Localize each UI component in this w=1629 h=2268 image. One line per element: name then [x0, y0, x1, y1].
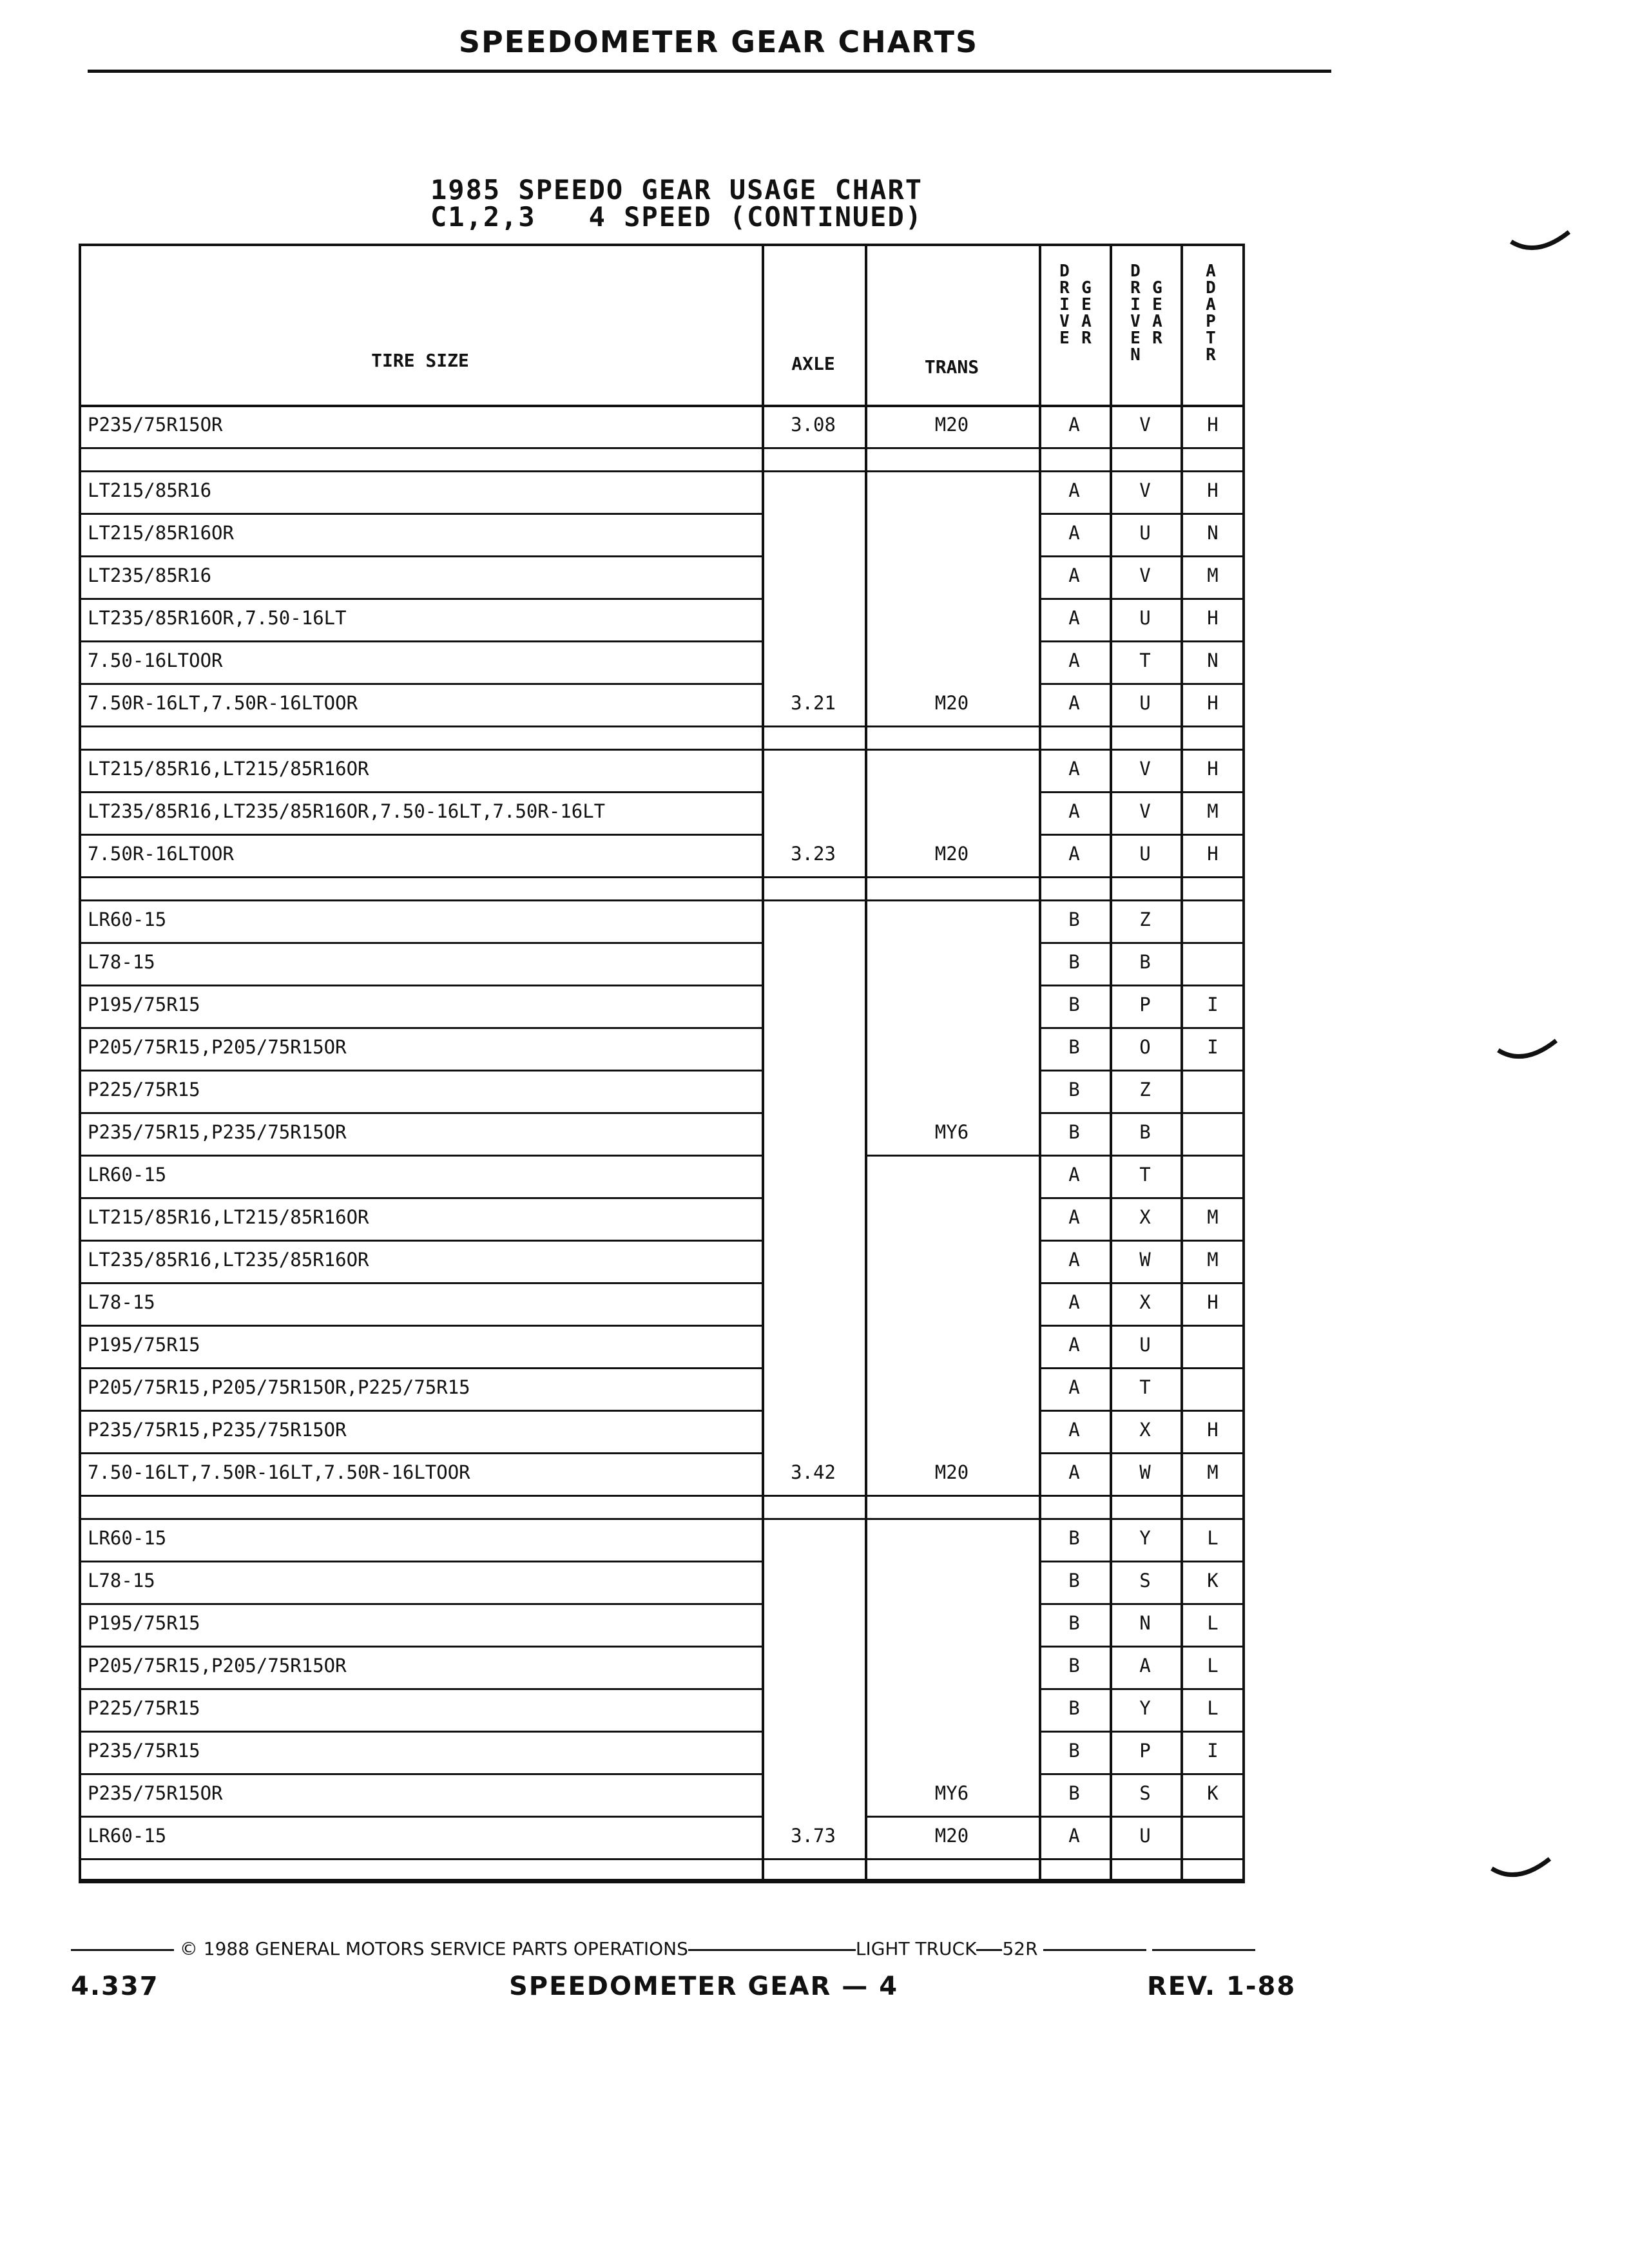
adapter-cell: H: [1207, 692, 1219, 714]
row-rule: [79, 1495, 762, 1497]
tire-size-cell: 7.50R-16LTOOR: [88, 843, 234, 865]
driven-gear-cell: S: [1139, 1570, 1151, 1591]
col-header-letters: A D A P T R: [1206, 262, 1216, 365]
drive-gear-cell: A: [1068, 607, 1080, 629]
row-rule: [1039, 598, 1245, 600]
axle-cell: 3.73: [791, 1825, 836, 1847]
group-rule: [79, 899, 1245, 901]
row-rule: [1039, 791, 1245, 793]
drive-gear-cell: A: [1068, 1376, 1080, 1398]
col-header-letters: D R I V E N: [1130, 262, 1141, 365]
binder-curl-mark: [1495, 1037, 1559, 1070]
row-rule: [1039, 1688, 1245, 1690]
adapter-cell: L: [1207, 1655, 1219, 1677]
adapter-cell: M: [1207, 564, 1219, 586]
driven-gear-cell: P: [1139, 994, 1151, 1015]
tire-size-cell: LR60-15: [88, 908, 167, 930]
drive-gear-cell: B: [1068, 1121, 1080, 1143]
drive-gear-cell: B: [1068, 1655, 1080, 1677]
adapter-cell: K: [1207, 1782, 1219, 1804]
adapter-cell: L: [1207, 1697, 1219, 1719]
column-rule: [1039, 244, 1041, 1881]
adapter-cell: H: [1207, 1291, 1219, 1313]
row-rule: [79, 942, 762, 944]
drive-gear-cell: A: [1068, 843, 1080, 865]
tire-size-cell: LT235/85R16,LT235/85R16OR,7.50-16LT,7.50R-16LT: [88, 800, 606, 822]
driven-gear-cell: V: [1139, 564, 1151, 586]
driven-gear-cell: N: [1139, 1612, 1151, 1634]
driven-gear-cell: T: [1139, 1376, 1151, 1398]
row-rule: [79, 1646, 762, 1648]
binder-curl-mark: [1508, 229, 1572, 261]
row-rule: [1039, 1603, 1245, 1605]
footer-code: 52R: [1002, 1938, 1038, 1959]
drive-gear-cell: B: [1068, 1079, 1080, 1100]
drive-gear-cell: B: [1068, 1740, 1080, 1762]
row-rule: [79, 1773, 762, 1775]
drive-gear-cell: A: [1068, 692, 1080, 714]
drive-gear-cell: A: [1068, 522, 1080, 544]
tire-size-cell: P235/75R15,P235/75R15OR: [88, 1121, 347, 1143]
drive-gear-cell: A: [1068, 1249, 1080, 1271]
row-rule: [865, 1816, 1039, 1818]
drive-gear-cell: B: [1068, 1527, 1080, 1549]
drive-gear-cell: B: [1068, 1570, 1080, 1591]
tire-size-cell: P235/75R15OR: [88, 1782, 223, 1804]
drive-gear-cell: B: [1068, 908, 1080, 930]
column-rule: [1181, 244, 1183, 1881]
tire-size-cell: P195/75R15: [88, 994, 200, 1015]
row-rule: [79, 1197, 762, 1199]
drive-gear-cell: A: [1068, 1206, 1080, 1228]
adapter-cell: M: [1207, 1461, 1219, 1483]
row-rule: [1039, 1561, 1245, 1562]
driven-gear-cell: U: [1139, 522, 1151, 544]
footer-rule: [688, 1949, 856, 1951]
row-rule: [1039, 555, 1245, 557]
adapter-cell: M: [1207, 1249, 1219, 1271]
row-rule: [79, 1731, 762, 1733]
footer-section: LIGHT TRUCK: [855, 1938, 977, 1959]
driven-gear-cell: U: [1139, 1334, 1151, 1356]
drive-gear-cell: B: [1068, 1782, 1080, 1804]
adapter-cell: M: [1207, 1206, 1219, 1228]
row-rule: [79, 640, 762, 642]
drive-gear-cell: B: [1068, 1036, 1080, 1058]
driven-gear-cell: V: [1139, 758, 1151, 780]
footer-revision: REV. 1-88: [1147, 1972, 1296, 2001]
trans-cell: M20: [934, 1461, 969, 1483]
tire-size-cell: P205/75R15,P205/75R15OR,P225/75R15: [88, 1376, 470, 1398]
adapter-cell: H: [1207, 758, 1219, 780]
driven-gear-cell: B: [1139, 951, 1151, 973]
row-rule: [79, 1367, 762, 1369]
row-rule: [79, 683, 762, 685]
drive-gear-cell: A: [1068, 1164, 1080, 1186]
group-rule: [762, 876, 1039, 878]
tire-size-cell: P235/75R15: [88, 1740, 200, 1762]
row-rule: [1039, 1155, 1245, 1157]
tire-size-cell: P195/75R15: [88, 1612, 200, 1634]
row-rule: [79, 598, 762, 600]
driven-gear-cell: Y: [1139, 1697, 1151, 1719]
driven-gear-cell: Z: [1139, 1079, 1151, 1100]
driven-gear-cell: V: [1139, 479, 1151, 501]
driven-gear-cell: O: [1139, 1036, 1151, 1058]
row-rule: [1039, 1282, 1245, 1284]
column-rule: [762, 244, 764, 1881]
adapter-cell: H: [1207, 414, 1219, 436]
row-rule: [79, 513, 762, 515]
col-header-trans: TRANS: [924, 356, 979, 378]
group-rule: [762, 726, 1039, 727]
footer-copyright-line: [71, 1938, 1321, 1959]
drive-gear-cell: B: [1068, 994, 1080, 1015]
adapter-cell: I: [1207, 1740, 1219, 1762]
tire-size-cell: P225/75R15: [88, 1697, 200, 1719]
adapter-cell: H: [1207, 1419, 1219, 1441]
row-rule: [79, 834, 762, 836]
row-rule: [79, 1325, 762, 1327]
axle-cell: 3.08: [791, 414, 836, 436]
driven-gear-cell: B: [1139, 1121, 1151, 1143]
row-rule: [1039, 1816, 1245, 1818]
binder-curl-mark: [1489, 1856, 1553, 1888]
adapter-cell: H: [1207, 843, 1219, 865]
row-rule: [79, 1240, 762, 1242]
chart-subtitle: C1,2,3 4 SPEED (CONTINUED): [430, 201, 923, 233]
drive-gear-cell: A: [1068, 649, 1080, 671]
drive-gear-cell: A: [1068, 1419, 1080, 1441]
driven-gear-cell: V: [1139, 800, 1151, 822]
table-border: [1242, 244, 1245, 1881]
tire-size-cell: P235/75R15,P235/75R15OR: [88, 1419, 347, 1441]
row-rule: [865, 1155, 1039, 1157]
adapter-cell: H: [1207, 607, 1219, 629]
driven-gear-cell: X: [1139, 1206, 1151, 1228]
footer-copyright: © 1988 GENERAL MOTORS SERVICE PARTS OPERATIONS: [179, 1938, 688, 1959]
row-rule: [79, 1858, 762, 1860]
header-rule: [88, 70, 1331, 73]
adapter-cell: L: [1207, 1612, 1219, 1634]
row-rule: [1039, 834, 1245, 836]
driven-gear-cell: S: [1139, 1782, 1151, 1804]
table-border: [79, 244, 81, 1881]
axle-cell: 3.42: [791, 1461, 836, 1483]
drive-gear-cell: A: [1068, 564, 1080, 586]
driven-gear-cell: U: [1139, 843, 1151, 865]
row-rule: [1039, 1070, 1245, 1072]
drive-gear-cell: A: [1068, 1825, 1080, 1847]
footer-page-number: 4.337: [71, 1972, 159, 2001]
tire-size-cell: LT235/85R16OR,7.50-16LT: [88, 607, 347, 629]
tire-size-cell: 7.50-16LT,7.50R-16LT,7.50R-16LTOOR: [88, 1461, 470, 1483]
chart-title: 1985 SPEEDO GEAR USAGE CHART: [430, 174, 923, 206]
row-rule: [79, 726, 762, 727]
row-rule: [1039, 942, 1245, 944]
row-rule: [1039, 1367, 1245, 1369]
drive-gear-cell: A: [1068, 800, 1080, 822]
drive-gear-cell: A: [1068, 479, 1080, 501]
trans-cell: M20: [934, 692, 969, 714]
driven-gear-cell: X: [1139, 1291, 1151, 1313]
row-rule: [1039, 447, 1245, 449]
driven-gear-cell: Y: [1139, 1527, 1151, 1549]
drive-gear-cell: A: [1068, 758, 1080, 780]
trans-cell: MY6: [934, 1782, 969, 1804]
row-rule: [1039, 1646, 1245, 1648]
group-rule: [79, 470, 1245, 472]
group-rule: [79, 1881, 1245, 1883]
driven-gear-cell: W: [1139, 1461, 1151, 1483]
footer-rule: [976, 1949, 1002, 1951]
axle-cell: 3.21: [791, 692, 836, 714]
col-header-axle: AXLE: [791, 353, 835, 374]
driven-gear-cell: W: [1139, 1249, 1151, 1271]
driven-gear-cell: T: [1139, 1164, 1151, 1186]
group-rule: [762, 447, 1039, 449]
row-rule: [1039, 1325, 1245, 1327]
driven-gear-cell: Z: [1139, 908, 1151, 930]
column-rule: [865, 244, 867, 1881]
driven-gear-cell: P: [1139, 1740, 1151, 1762]
row-rule: [1039, 1027, 1245, 1029]
trans-cell: M20: [934, 843, 969, 865]
axle-cell: 3.23: [791, 843, 836, 865]
row-rule: [79, 1155, 762, 1157]
row-rule: [79, 1410, 762, 1412]
tire-size-cell: P235/75R15OR: [88, 414, 223, 436]
drive-gear-cell: A: [1068, 1291, 1080, 1313]
adapter-cell: K: [1207, 1570, 1219, 1591]
footer-rule: [1152, 1949, 1255, 1951]
row-rule: [1039, 1197, 1245, 1199]
row-rule: [79, 1603, 762, 1605]
row-rule: [79, 1027, 762, 1029]
tire-size-cell: L78-15: [88, 951, 155, 973]
tire-size-cell: LT215/85R16,LT215/85R16OR: [88, 1206, 369, 1228]
group-rule: [762, 1858, 1039, 1860]
col-header-letters-sub: G E A R: [1152, 278, 1162, 348]
row-rule: [79, 555, 762, 557]
col-header-letters: D R I V E: [1059, 262, 1070, 348]
row-rule: [79, 985, 762, 986]
driven-gear-cell: X: [1139, 1419, 1151, 1441]
row-rule: [1039, 876, 1245, 878]
row-rule: [79, 1070, 762, 1072]
tire-size-cell: LT215/85R16: [88, 479, 212, 501]
adapter-cell: N: [1207, 649, 1219, 671]
tire-size-cell: LT215/85R16,LT215/85R16OR: [88, 758, 369, 780]
row-rule: [79, 1688, 762, 1690]
driven-gear-cell: A: [1139, 1655, 1151, 1677]
group-rule: [79, 749, 1245, 751]
row-rule: [79, 1561, 762, 1562]
row-rule: [79, 876, 762, 878]
tire-size-cell: L78-15: [88, 1570, 155, 1591]
adapter-cell: I: [1207, 994, 1219, 1015]
row-rule: [79, 1282, 762, 1284]
group-rule: [79, 1518, 1245, 1520]
tire-size-cell: P205/75R15,P205/75R15OR: [88, 1036, 347, 1058]
footer-page-title: SPEEDOMETER GEAR — 4: [509, 1972, 899, 2001]
row-rule: [79, 1452, 762, 1454]
row-rule: [1039, 985, 1245, 986]
tire-size-cell: LT215/85R16OR: [88, 522, 234, 544]
row-rule: [1039, 683, 1245, 685]
trans-cell: MY6: [934, 1121, 969, 1143]
footer-rule: [1043, 1949, 1146, 1951]
row-rule: [1039, 1240, 1245, 1242]
tire-size-cell: LT235/85R16: [88, 564, 212, 586]
row-rule: [79, 791, 762, 793]
drive-gear-cell: B: [1068, 1697, 1080, 1719]
adapter-cell: H: [1207, 479, 1219, 501]
adapter-cell: M: [1207, 800, 1219, 822]
driven-gear-cell: V: [1139, 414, 1151, 436]
tire-size-cell: LR60-15: [88, 1164, 167, 1186]
tire-size-cell: P205/75R15,P205/75R15OR: [88, 1655, 347, 1677]
row-rule: [1039, 1452, 1245, 1454]
row-rule: [1039, 1495, 1245, 1497]
header-rule: [79, 405, 1245, 407]
group-rule: [762, 1495, 1039, 1497]
adapter-cell: I: [1207, 1036, 1219, 1058]
tire-size-cell: 7.50-16LTOOR: [88, 649, 223, 671]
col-header-tire-size: TIRE SIZE: [371, 350, 469, 371]
row-rule: [1039, 1112, 1245, 1114]
footer-rule: [71, 1949, 174, 1951]
row-rule: [79, 447, 762, 449]
drive-gear-cell: A: [1068, 1461, 1080, 1483]
speedo-gear-table: [79, 244, 1245, 1872]
col-header-letters-sub: G E A R: [1081, 278, 1092, 348]
trans-cell: M20: [934, 1825, 969, 1847]
row-rule: [1039, 1773, 1245, 1775]
driven-gear-cell: U: [1139, 692, 1151, 714]
row-rule: [1039, 640, 1245, 642]
row-rule: [1039, 513, 1245, 515]
drive-gear-cell: B: [1068, 951, 1080, 973]
column-rule: [1110, 244, 1112, 1881]
tire-size-cell: L78-15: [88, 1291, 155, 1313]
drive-gear-cell: A: [1068, 414, 1080, 436]
drive-gear-cell: A: [1068, 1334, 1080, 1356]
tire-size-cell: LR60-15: [88, 1527, 167, 1549]
driven-gear-cell: U: [1139, 607, 1151, 629]
row-rule: [79, 1816, 762, 1818]
driven-gear-cell: U: [1139, 1825, 1151, 1847]
row-rule: [1039, 726, 1245, 727]
trans-cell: M20: [934, 414, 969, 436]
row-rule: [79, 1112, 762, 1114]
table-border: [79, 244, 1245, 246]
row-rule: [1039, 1731, 1245, 1733]
tire-size-cell: 7.50R-16LT,7.50R-16LTOOR: [88, 692, 358, 714]
tire-size-cell: P195/75R15: [88, 1334, 200, 1356]
tire-size-cell: P225/75R15: [88, 1079, 200, 1100]
adapter-cell: L: [1207, 1527, 1219, 1549]
tire-size-cell: LR60-15: [88, 1825, 167, 1847]
adapter-cell: N: [1207, 522, 1219, 544]
page-header-title: SPEEDOMETER GEAR CHARTS: [458, 24, 979, 59]
drive-gear-cell: B: [1068, 1612, 1080, 1634]
driven-gear-cell: T: [1139, 649, 1151, 671]
tire-size-cell: LT235/85R16,LT235/85R16OR: [88, 1249, 369, 1271]
row-rule: [1039, 1858, 1245, 1860]
row-rule: [1039, 1410, 1245, 1412]
